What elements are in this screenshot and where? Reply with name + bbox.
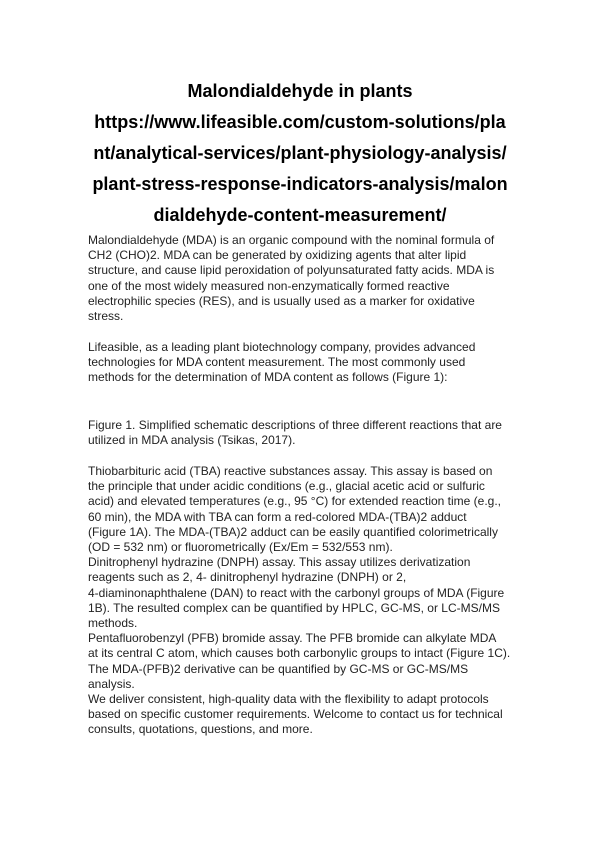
text-line: Figure 1. Simplified schematic descriptions of three different reactions that are <box>88 418 502 432</box>
intro-paragraph <box>88 233 528 324</box>
text-line: at its central C atom, which causes both carbonylic groups to intact (Figure 1C). <box>88 646 511 661</box>
text-line: Thiobarbituric acid (TBA) reactive substances assay. This assay is based on <box>88 464 493 478</box>
title-url-line: dialdehyde-content-measurement/ <box>153 205 447 225</box>
text-line: utilized in MDA analysis (Tsikas, 2017). <box>88 433 296 448</box>
text-line: We deliver consistent, high-quality data with the flexibility to adapt protocols <box>88 692 489 707</box>
text-line: (Figure 1A). The MDA-(TBA)2 adduct can be easily quantified colorimetrically <box>88 524 498 539</box>
text-line: one of the most widely measured non-enzymatically formed reactive <box>88 278 450 293</box>
text-line: Lifeasible, as a leading plant biotechnology company, provides advanced <box>88 340 476 354</box>
text-line: stress. <box>88 309 124 324</box>
text-line: Dinitrophenyl hydrazine (DNPH) assay. This assay utilizes derivatization <box>88 555 471 570</box>
company-paragraph <box>88 340 528 386</box>
text-line: methods. <box>88 616 138 631</box>
text-line: reagents such as 2, 4- dinitrophenyl hydrazine (DNPH) or 2, <box>88 570 407 585</box>
title-line: Malondialdehyde in plants <box>187 81 413 101</box>
text-line: consults, quotations, questions, and more. <box>88 722 313 737</box>
text-line: 60 min), the MDA with TBA can form a red-colored MDA-(TBA)2 adduct <box>88 509 467 524</box>
title-url-line: nt/analytical-services/plant-physiology-analysis/ <box>93 143 507 163</box>
page-title <box>88 76 512 231</box>
text-line: 1B). The resulted complex can be quantified by HPLC, GC-MS, or LC-MS/MS <box>88 600 500 615</box>
text-line: technologies for MDA content measurement. The most commonly used <box>88 355 466 370</box>
text-line: Malondialdehyde (MDA) is an organic compound with the nominal formula of <box>88 233 495 247</box>
text-line: CH2 (CHO)2. MDA can be generated by oxidizing agents that alter lipid <box>88 248 467 263</box>
text-line: methods for the determination of MDA content as follows (Figure 1): <box>88 370 448 385</box>
text-line: structure, and cause lipid peroxidation of polyunsaturated fatty acids. MDA is <box>88 263 495 278</box>
title-url-line: https://www.lifeasible.com/custom-solutions/pla <box>94 112 506 132</box>
title-url-line: plant-stress-response-indicators-analysis/malon <box>92 174 508 194</box>
text-line: Pentafluorobenzyl (PFB) bromide assay. The PFB bromide can alkylate MDA <box>88 631 497 646</box>
methods-paragraph <box>88 464 528 738</box>
text-line: based on specific customer requirements. Welcome to contact us for technical <box>88 707 503 722</box>
text-line: (OD = 532 nm) or fluorometrically (Ex/Em = 532/553 nm). <box>88 540 393 555</box>
text-line: electrophilic species (RES), and is usually used as a marker for oxidative <box>88 293 475 308</box>
text-line: 4-diaminonaphthalene (DAN) to react with the carbonyl groups of MDA (Figure <box>88 585 505 600</box>
text-line: analysis. <box>88 676 135 691</box>
text-line: acid) and elevated temperatures (e.g., 95 °C) for extended reaction time (e.g., <box>88 494 502 509</box>
text-line: The MDA-(PFB)2 derivative can be quantified by GC-MS or GC-MS/MS <box>88 661 469 676</box>
text-line: the principle that under acidic conditions (e.g., glacial acetic acid or sulfuric <box>88 479 485 494</box>
figure-caption <box>88 418 528 448</box>
